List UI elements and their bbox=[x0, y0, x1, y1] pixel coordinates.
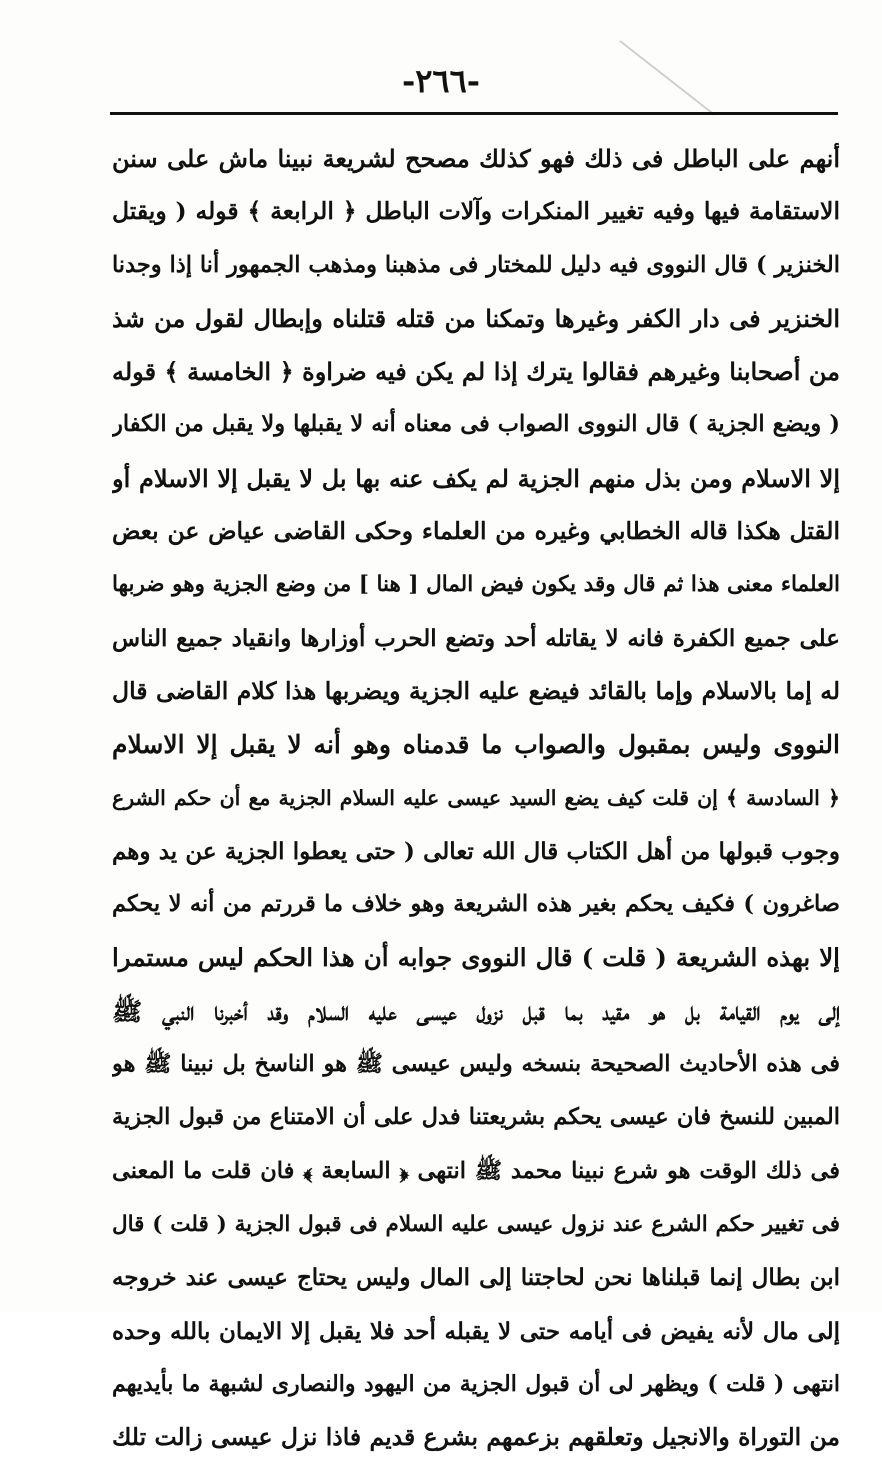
text-line: القتل هكذا قاله الخطابي وغيره من العلماء وحكى القاضى عياض عن بعض bbox=[112, 517, 840, 546]
text-line: العلماء معنى هذا ثم قال وقد يكون فيض المال [ هنا ] من وضع الجزية وهو ضربها bbox=[112, 572, 840, 598]
text-line: النووى وليس بمقبول والصواب ما قدمناه وهو أنه لا يقبل إلا الاسلام bbox=[112, 730, 840, 760]
text-line: وجوب قبولها من أهل الكتاب قال الله تعالى ( حتى يعطوا الجزية عن يد وهم bbox=[112, 837, 840, 865]
text-line: ابن بطال إنما قبلناها نحن لحاجتنا إلى المال وليس يحتاج عيسى عند خروجه bbox=[112, 1264, 840, 1292]
text-line: إلا بهذه الشريعة ( قلت ) قال النووى جوابه أن هذا الحكم ليس مستمرا bbox=[112, 943, 840, 973]
text-line: فى هذه الأحاديث الصحيحة بنسخه وليس عيسى ﷺ هو الناسخ بل نبينا ﷺ هو bbox=[112, 1051, 840, 1078]
text-line: ( ويضع الجزية ) قال النووى الصواب فى معناه أنه لا يقبلها ولا يقبل من الكفار bbox=[112, 411, 840, 438]
header-rule bbox=[110, 112, 838, 115]
text-line: الاستقامة فيها وفيه تغيير المنكرات وآلات الباطل ﴿ الرابعة ﴾ قوله ( ويقتل bbox=[112, 197, 840, 226]
text-line: الخنزير ) قال النووى فيه دليل للمختار فى مذهبنا ومذهب الجمهور أنا إذا وجدنا bbox=[112, 251, 840, 278]
text-line: المبين للنسخ فان عيسى يحكم بشريعتنا فدل على أن الامتناع من قبول الجزية bbox=[112, 1104, 840, 1131]
text-line: صاغرون ) فكيف يحكم بغير هذه الشريعة وهو خلاف ما قررتم من أنه لا يحكم bbox=[112, 891, 840, 918]
text-line: إلى مال لأنه يفيض فى أيامه حتى لا يقبله أحد فلا يقبل إلا الايمان بالله وحده bbox=[112, 1317, 840, 1345]
text-line: أنهم على الباطل فى ذلك فهو كذلك مصحح لشريعة نبينا ماش على سنن bbox=[112, 144, 840, 173]
text-line: له إما بالاسلام وإما بالقائد فيضع عليه الجزية ويضربها هذا كلام القاضى قال bbox=[112, 676, 840, 705]
text-line: إلى يوم القيامة بل هو مقيد بما قبل نزول عيسى عليه السلام وقد أخبرنا النبي ﷺ bbox=[112, 996, 840, 1026]
text-line: إلا الاسلام ومن بذل منهم الجزية لم يكف عنه بها بل لا يقبل إلا الاسلام أو bbox=[112, 463, 840, 493]
text-line: ﴿ السادسة ﴾ إن قلت كيف يضع السيد عيسى عليه السلام الجزية مع أن حكم الشرع bbox=[112, 785, 840, 810]
page-number: -٢٦٦- bbox=[401, 62, 481, 100]
text-line: من التوراة والانجيل وتعلقهم بزعمهم بشرع قديم فاذا نزل عيسى زالت تلك bbox=[112, 1423, 840, 1452]
text-body bbox=[112, 132, 840, 1464]
text-line: على جميع الكفرة فانه لا يقاتله أحد وتضع الحرب أوزارها وانقياد جميع الناس bbox=[112, 624, 840, 652]
text-line: الخنزير فى دار الكفر وغيرها وتمكنا من قتله قتلناه وإبطال لقول من شذ bbox=[112, 303, 840, 333]
text-line: فى ذلك الوقت هو شرع نبينا محمد ﷺ انتهى ﴿ السابعة ﴾ فان قلت ما المعنى bbox=[112, 1157, 840, 1184]
text-line: فى تغيير حكم الشرع عند نزول عيسى عليه السلام فى قبول الجزية ( قلت ) قال bbox=[112, 1211, 840, 1237]
text-line: انتهى ( قلت ) ويظهر لى أن قبول الجزية من اليهود والنصارى لشبهة ما بأيديهم bbox=[112, 1370, 840, 1397]
text-line: من أصحابنا وغيرهم فقالوا يترك إذا لم يكن فيه ضراوة ﴿ الخامسة ﴾ قوله bbox=[112, 357, 840, 387]
